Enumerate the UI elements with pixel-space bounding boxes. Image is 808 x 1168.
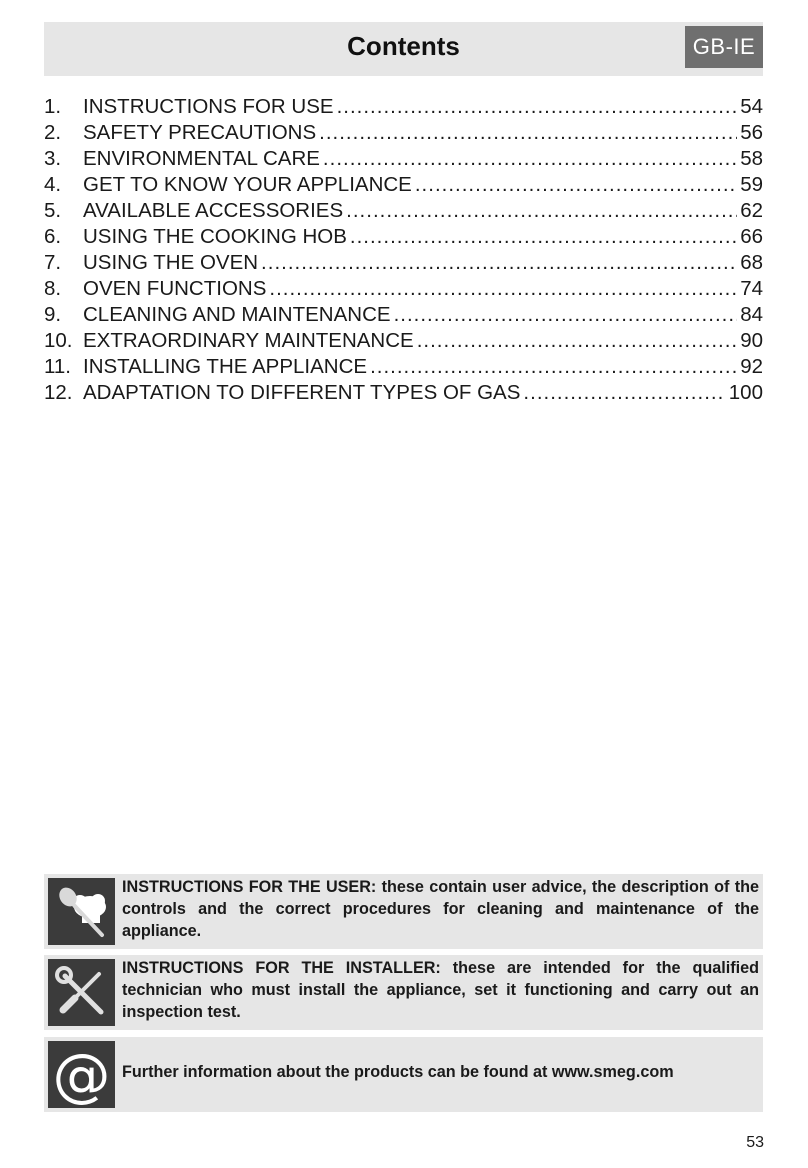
toc-title: USING THE OVEN — [83, 251, 259, 274]
at-sign-icon — [48, 1041, 115, 1108]
toc-entry-11[interactable] — [44, 354, 763, 380]
user-instructions-text: INSTRUCTIONS FOR THE USER: these contain user advice, the description of the controls and the correct procedures for cleaning and maintenance of the appliance. — [122, 878, 759, 940]
toc-entry-12[interactable] — [44, 380, 763, 406]
toc-entry-10[interactable] — [44, 328, 763, 354]
toc-title: GET TO KNOW YOUR APPLIANCE — [83, 173, 412, 196]
web-info-box — [44, 1037, 763, 1112]
toc-number: 3. — [44, 147, 62, 170]
toc-leader — [417, 328, 737, 354]
toc-leader — [323, 146, 737, 172]
toc-leader — [319, 120, 737, 146]
toc-leader — [346, 198, 737, 224]
toc-page: 100 — [728, 381, 763, 404]
table-of-contents — [44, 94, 763, 406]
toc-leader — [523, 380, 725, 406]
toc-page: 90 — [740, 329, 763, 352]
chef-hat-spoon-icon — [48, 878, 115, 945]
toc-title: INSTALLING THE APPLIANCE — [83, 355, 368, 378]
toc-number: 6. — [44, 225, 62, 248]
toc-title: CLEANING AND MAINTENANCE — [83, 303, 391, 326]
toc-number: 5. — [44, 199, 62, 222]
region-badge: GB-IE — [685, 26, 763, 68]
installer-instructions-box — [44, 955, 763, 1030]
toc-number: 2. — [44, 121, 62, 144]
toc-leader — [394, 302, 738, 328]
contents-header — [44, 22, 763, 76]
wrench-screwdriver-icon — [48, 959, 115, 1026]
toc-number: 11. — [44, 355, 71, 378]
toc-title: ENVIRONMENTAL CARE — [83, 147, 320, 170]
toc-page: 66 — [740, 225, 763, 248]
toc-title: SAFETY PRECAUTIONS — [83, 121, 317, 144]
toc-page: 54 — [740, 95, 763, 118]
web-info-text: Further information about the products can be found at www.smeg.com — [122, 1063, 674, 1081]
toc-entry-2[interactable] — [44, 120, 763, 146]
toc-entry-4[interactable] — [44, 172, 763, 198]
toc-leader — [269, 276, 737, 302]
toc-page: 56 — [740, 121, 763, 144]
toc-title: AVAILABLE ACCESSORIES — [83, 199, 344, 222]
toc-title: OVEN FUNCTIONS — [83, 277, 267, 300]
toc-entry-6[interactable] — [44, 224, 763, 250]
toc-number: 7. — [44, 251, 62, 274]
toc-number: 4. — [44, 173, 62, 196]
toc-leader — [350, 224, 737, 250]
toc-entry-9[interactable] — [44, 302, 763, 328]
toc-page: 62 — [740, 199, 763, 222]
toc-page: 68 — [740, 251, 763, 274]
toc-number: 8. — [44, 277, 62, 300]
toc-leader — [370, 354, 737, 380]
toc-leader — [415, 172, 737, 198]
toc-title: INSTRUCTIONS FOR USE — [83, 95, 334, 118]
user-instructions-box — [44, 874, 763, 949]
toc-entry-3[interactable] — [44, 146, 763, 172]
toc-number: 1. — [44, 95, 62, 118]
toc-page: 74 — [740, 277, 763, 300]
toc-page: 58 — [740, 147, 763, 170]
toc-title: ADAPTATION TO DIFFERENT TYPES OF GAS — [83, 381, 521, 404]
page-number: 53 — [746, 1134, 764, 1151]
installer-instructions-text: INSTRUCTIONS FOR THE INSTALLER: these are intended for the qualified technician who must install the appliance, set it functioning and carry out an inspection test. — [122, 959, 759, 1021]
toc-title: EXTRAORDINARY MAINTENANCE — [83, 329, 414, 352]
toc-entry-7[interactable] — [44, 250, 763, 276]
toc-number: 10. — [44, 329, 73, 352]
toc-entry-8[interactable] — [44, 276, 763, 302]
toc-page: 84 — [740, 303, 763, 326]
toc-entry-1[interactable] — [44, 94, 763, 120]
toc-number: 12. — [44, 381, 73, 404]
toc-number: 9. — [44, 303, 62, 326]
toc-page: 59 — [740, 173, 763, 196]
toc-title: USING THE COOKING HOB — [83, 225, 347, 248]
page-title: Contents — [347, 31, 460, 61]
toc-entry-5[interactable] — [44, 198, 763, 224]
toc-leader — [337, 94, 738, 120]
at-sign-glyph: @ — [52, 1040, 111, 1109]
toc-leader — [261, 250, 737, 276]
toc-page: 92 — [740, 355, 763, 378]
